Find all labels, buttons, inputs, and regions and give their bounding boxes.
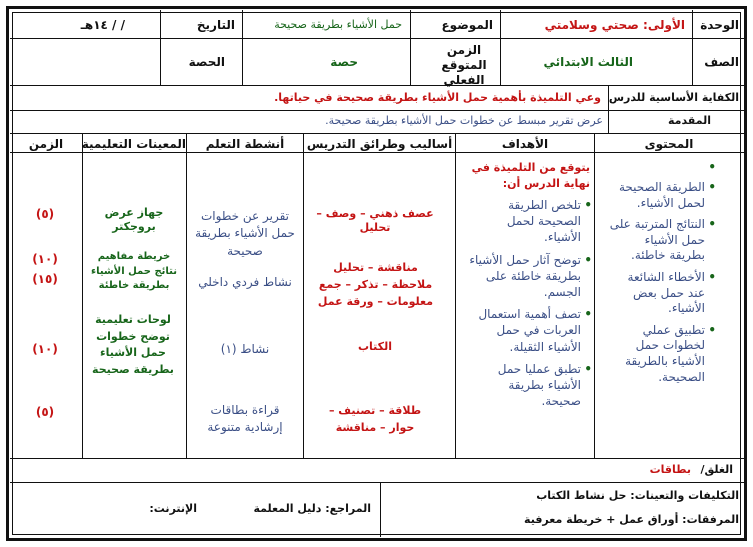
footer-divider	[10, 482, 744, 483]
grade-value: الثالث الابتدائي	[543, 55, 633, 69]
method-item: الكتاب	[358, 340, 392, 353]
objectives-intro: يتوقع من التلميذة في نهاية الدرس أن:	[471, 161, 590, 190]
header-content: المحتوى	[644, 137, 694, 151]
table-col-divider	[455, 133, 456, 458]
header-activities: أنشطة التعلم	[205, 137, 285, 151]
activity-item: قراءة بطاقات إرشادية متنوعة	[207, 403, 283, 435]
footer-col-divider	[380, 482, 381, 537]
aid-item: لوحات تعليمية توضح خطوات حمل الأشياء بطريقة صحيحة	[92, 313, 174, 376]
objective-item: • تلخص الطريقة الصحيحة لحمل الأشياء.	[469, 197, 581, 246]
grade-label: الصف	[704, 55, 739, 69]
header-col-divider	[160, 10, 161, 85]
references: المراجع: دليل المعلمة	[253, 502, 371, 515]
objective-item: • تطبق عمليا حمل الأشياء بطريقة صحيحة.	[469, 361, 581, 410]
table-header-divider	[10, 152, 744, 153]
header-col-divider	[692, 10, 693, 85]
objective-item: • تصف أهمية استعمال العربات في حمل الأشياء الثقيلة.	[469, 306, 581, 355]
unit-value: الأولى: صحتي وسلامتي	[544, 18, 685, 32]
content-item: • الطريقة الصحيحة لحمل الأشياء.	[609, 180, 705, 211]
header-row-divider	[10, 38, 744, 39]
objectives-list	[469, 197, 581, 409]
topic-value: حمل الأشياء بطريقة صحيحة	[274, 18, 402, 31]
header-col-divider	[410, 10, 411, 85]
content-list	[609, 160, 705, 385]
attachments: المرفقات: أوراق عمل + خريطة معرفية	[524, 513, 739, 526]
aid-item: خريطة مفاهيم نتائج حمل الأشياء بطريقة خاطئة	[90, 251, 177, 291]
competency-label: الكفاية الأساسية للدرس	[608, 91, 739, 104]
content-item: • تطبيق عملي لخطوات حمل الأشياء بالطريقة الصحيحة.	[609, 323, 705, 385]
competency-divider	[10, 110, 744, 111]
internet: الإنترنت:	[149, 502, 197, 515]
aid-item: جهاز عرض بروجكتر	[104, 206, 164, 233]
time-item: (١٠)	[32, 342, 58, 356]
date-value: / / ١٤هـ	[80, 18, 125, 32]
intro-value: عرض تقرير مبسط عن خطوات حمل الأشياء بطريقة صحيحة.	[325, 114, 603, 127]
header-col-divider	[500, 10, 501, 85]
header-col-divider	[242, 10, 243, 85]
objective-item: • توضح آثار حمل الأشياء بطريقة خاطئة على الجسم.	[469, 252, 581, 301]
header-aids: المعينات التعليمية	[81, 137, 186, 151]
header-time: الزمن	[28, 137, 64, 151]
period-label: الحصة	[188, 55, 225, 69]
table-col-divider	[303, 133, 304, 458]
content-item	[609, 160, 705, 174]
method-item: مناقشة – تحليل ملاحظة – تذكر – جمع معلومات – ورقة عمل	[317, 261, 434, 309]
intro-divider	[10, 133, 744, 134]
date-label: التاريخ	[196, 18, 235, 32]
content-item: • الأخطاء الشائعة عند حمل بعض الأشياء.	[609, 270, 705, 317]
time-item: (١٠)	[32, 252, 58, 266]
header-methods: أساليب وطرائق التدريس	[306, 137, 453, 151]
competency-value: وعي التلميذة بأهمية حمل الأشياء بطريقة صحيحة في حياتها.	[274, 91, 601, 104]
activity-item: نشاط فردي داخلي	[198, 275, 292, 289]
closing-label: الغلق/	[700, 463, 733, 476]
table-col-divider	[82, 133, 83, 458]
time-item: (٥)	[35, 207, 55, 221]
time-label: الزمن المتوقع الفعلي	[441, 43, 487, 87]
topic-label: الموضوع	[441, 18, 493, 32]
time-item: (١٥)	[32, 272, 58, 286]
closing-value: بطاقات	[649, 463, 691, 476]
time-item: (٥)	[35, 405, 55, 419]
intro-label: المقدمة	[667, 114, 711, 127]
header-objectives: الأهداف	[501, 137, 549, 151]
content-item: • النتائج المترتبة على حمل الأشياء بطريقة خاطئة.	[609, 217, 705, 264]
table-col-divider	[594, 133, 595, 458]
assignments: التكليفات والتعينات: حل نشاط الكتاب	[536, 489, 739, 502]
header-bottom-divider	[10, 85, 744, 86]
table-col-divider	[186, 133, 187, 458]
method-item: طلاقة – تصنيف – حوار – مناقشة	[328, 404, 422, 435]
table-bottom-divider	[10, 458, 744, 459]
activity-item: تقرير عن خطوات حمل الأشياء بطريقة صحيحة	[195, 209, 295, 258]
method-item: عصف ذهني – وصف – تحليل	[316, 207, 434, 234]
unit-label: الوحدة	[700, 18, 739, 32]
activity-item: نشاط (١)	[220, 342, 270, 356]
time-value: حصة	[330, 55, 358, 69]
